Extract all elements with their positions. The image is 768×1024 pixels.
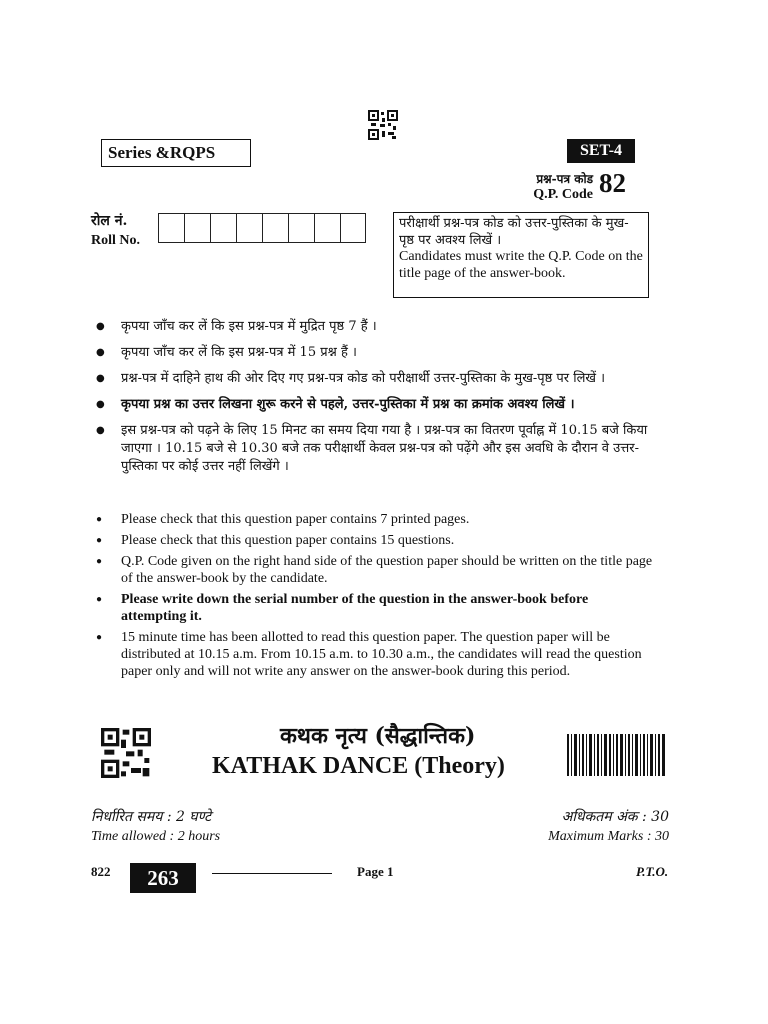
instructions-english	[96, 511, 656, 680]
candidate-note-en: Candidates must write the Q.P. Code on the title page of the answer-book.	[399, 249, 643, 281]
series-label: Series &RQPS	[101, 139, 251, 167]
qp-code-label-hi: प्रश्न-पत्र कोड	[536, 172, 593, 186]
qr-code-icon	[100, 728, 152, 778]
list-item: ● इस प्रश्न-पत्र को पढ़ने के लिए 15 मिनट का समय दिया गया है । प्रश्न-पत्र का वितरण पूर्वाह्न में 10.15 बजे किया जाएगा । 10.15 बजे से 10.30 बजे तक परीक्षार्थी केवल प्रश्न-पत्र को पढ़ेंगे और इस अवधि के दौरान वे उत्तर-पुस्तिका पर कोई उत्तर नहीं लिखेंगे ।	[96, 422, 656, 476]
list-item: ● प्रश्न-पत्र में दाहिने हाथ की ओर दिए गए प्रश्न-पत्र कोड को परीक्षार्थी उत्तर-पुस्तिका के मुख-पृष्ठ पर लिखें ।	[96, 370, 656, 388]
roll-digit-box[interactable]	[262, 213, 288, 243]
subject-code: 822	[91, 864, 111, 879]
roll-number-label	[91, 212, 140, 250]
paper-code-badge: 263	[130, 863, 196, 893]
list-item: ● Q.P. Code given on the right hand side of the question paper should be written on the title page of the answer-book by the candidate.	[96, 553, 656, 587]
qp-code-value: 82	[599, 168, 626, 198]
list-item: ● कृपया प्रश्न का उत्तर लिखना शुरू करने से पहले, उत्तर-पुस्तिका में प्रश्न का क्रमांक अवश्य लिखें ।	[96, 396, 656, 414]
roll-digit-box[interactable]	[288, 213, 314, 243]
list-item: ● कृपया जाँच कर लें कि इस प्रश्न-पत्र में 15 प्रश्न हैं ।	[96, 344, 656, 362]
roll-label-en: Roll No.	[91, 233, 140, 248]
candidate-note-hi: परीक्षार्थी प्रश्न-पत्र कोड को उत्तर-पुस्तिका के मुख-पृष्ठ पर अवश्य लिखें ।	[399, 216, 629, 248]
divider	[212, 873, 332, 874]
roll-digit-box[interactable]	[314, 213, 340, 243]
qp-code-label-en: Q.P. Code	[533, 187, 593, 202]
list-item: ● Please check that this question paper contains 15 questions.	[96, 532, 656, 549]
list-item: ● कृपया जाँच कर लें कि इस प्रश्न-पत्र में मुद्रित पृष्ठ 7 हैं ।	[96, 318, 656, 336]
time-allowed-english: Time allowed : 2 hours	[91, 829, 221, 844]
candidate-note-box	[393, 212, 649, 298]
roll-digit-box[interactable]	[184, 213, 210, 243]
roll-digit-box[interactable]	[340, 213, 366, 243]
roll-digit-box[interactable]	[210, 213, 236, 243]
page-number: Page 1	[357, 864, 394, 879]
barcode-icon	[567, 734, 665, 776]
subject-title-hindi: कथक नृत्य (सैद्धान्तिक)	[280, 723, 476, 749]
roll-digit-box[interactable]	[236, 213, 262, 243]
list-item: ● Please write down the serial number of the question in the answer-book before attempting it.	[96, 591, 656, 625]
max-marks-english: Maximum Marks : 30	[548, 829, 669, 844]
roll-digit-box[interactable]	[158, 213, 184, 243]
list-item: ● Please check that this question paper contains 7 printed pages.	[96, 511, 656, 528]
roll-number-boxes[interactable]	[158, 213, 366, 243]
roll-label-hi: रोल नं.	[91, 213, 128, 229]
qr-code-icon	[368, 110, 398, 140]
subject-title-english: KATHAK DANCE (Theory)	[212, 753, 505, 779]
set-badge: SET-4	[567, 139, 635, 163]
time-allowed-hindi: निर्धारित समय : 2 घण्टे	[91, 809, 212, 825]
instructions-hindi	[96, 318, 656, 476]
max-marks-hindi: अधिकतम अंक : 30	[561, 809, 669, 825]
qp-code-label	[515, 172, 593, 202]
list-item: ● 15 minute time has been allotted to read this question paper. The question paper will be distributed at 10.15 a.m. From 10.15 a.m. to 10.30 a.m., the candidates will read the question paper only and will not write any answer on the answer-book during this period.	[96, 629, 656, 680]
pto-label: P.T.O.	[636, 864, 669, 879]
